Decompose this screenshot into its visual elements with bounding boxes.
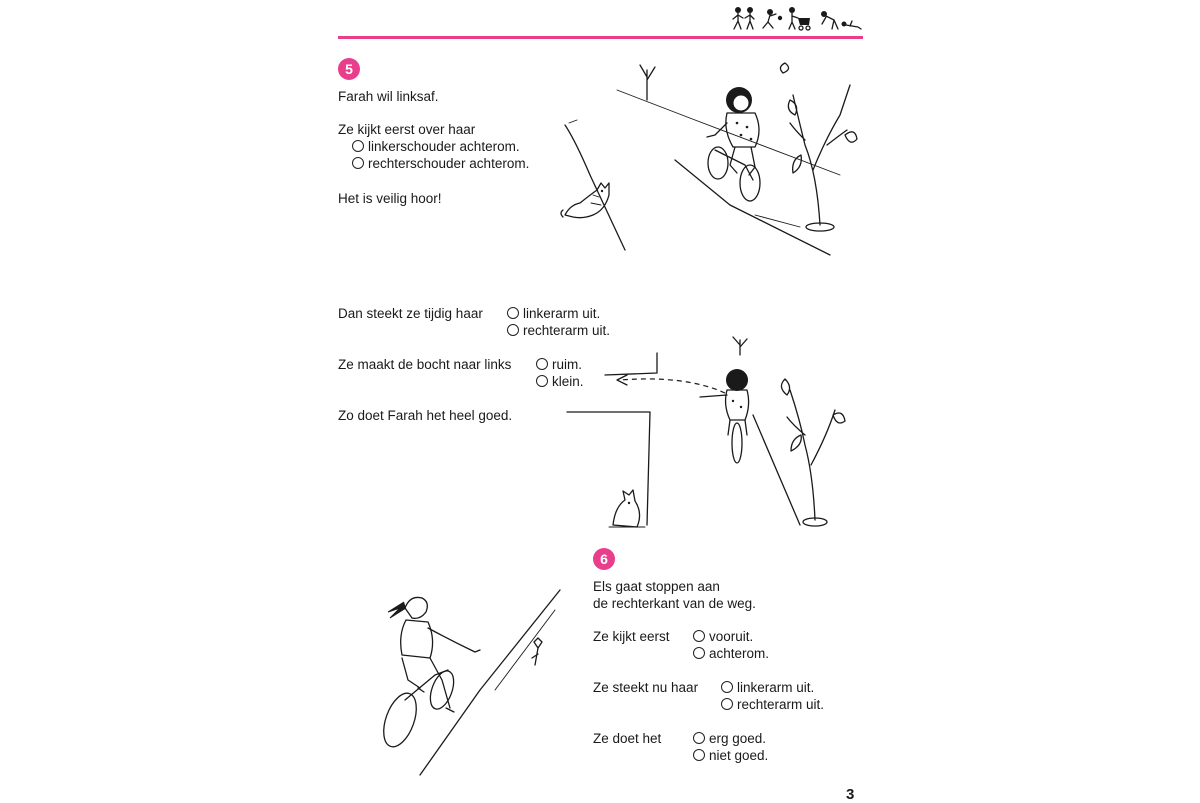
- option-label: achterom.: [709, 646, 770, 661]
- tree-illustration: [780, 63, 857, 231]
- header-rule: [338, 36, 863, 39]
- section-6-q1-prompt: Ze kijkt eerst: [593, 629, 670, 644]
- option-label: rechterschouder achterom.: [368, 156, 530, 171]
- section-5-q2-option-1[interactable]: [507, 305, 600, 322]
- radio-icon[interactable]: [536, 358, 548, 370]
- page-number: 3: [846, 786, 855, 803]
- section-6-q3-option-1[interactable]: [693, 730, 766, 747]
- section-5-safe-note: Het is veilig hoor!: [338, 191, 442, 206]
- option-label: vooruit.: [709, 629, 754, 644]
- radio-icon[interactable]: [352, 157, 364, 169]
- radio-icon[interactable]: [507, 307, 519, 319]
- section-6-intro-line-1: Els gaat stoppen aan: [593, 579, 720, 594]
- section-5-number: 5: [338, 58, 360, 80]
- section-5-q1-option-1[interactable]: [352, 138, 520, 155]
- option-label: klein.: [552, 374, 584, 389]
- option-label: linkerschouder achterom.: [368, 139, 520, 154]
- option-label: niet goed.: [709, 748, 769, 763]
- section-5-q2-prompt: Dan steekt ze tijdig haar: [338, 306, 483, 321]
- section-6-q1-option-1[interactable]: [693, 628, 753, 645]
- cyclist-girl: [707, 87, 760, 201]
- cyclist-girl: [700, 337, 749, 463]
- cyclist-illustration: [555, 55, 865, 265]
- section-5-q1-prompt: Ze kijkt eerst over haar: [338, 122, 476, 137]
- radio-icon[interactable]: [693, 630, 705, 642]
- cat-illustration: [609, 490, 645, 527]
- radio-icon[interactable]: [352, 140, 364, 152]
- option-label: rechterarm uit.: [523, 323, 611, 338]
- section-6-q1-option-2[interactable]: [693, 645, 769, 662]
- header-figures-icon: [732, 6, 862, 32]
- radio-icon[interactable]: [536, 375, 548, 387]
- radio-icon[interactable]: [693, 647, 705, 659]
- option-label: rechterarm uit.: [737, 697, 825, 712]
- option-label: ruim.: [552, 357, 582, 372]
- radio-icon[interactable]: [693, 749, 705, 761]
- section-6-q3-prompt: Ze doet het: [593, 731, 662, 746]
- radio-icon[interactable]: [507, 324, 519, 336]
- section-6-q2-prompt: Ze steekt nu haar: [593, 680, 699, 695]
- radio-icon[interactable]: [721, 681, 733, 693]
- section-6-q2-option-2[interactable]: [721, 696, 824, 713]
- option-label: linkerarm uit.: [737, 680, 815, 695]
- section-5-q1-option-2[interactable]: [352, 155, 529, 172]
- section-6-intro-line-2: de rechterkant van de weg.: [593, 596, 756, 611]
- section-5-q3-prompt: Ze maakt de bocht naar links: [338, 357, 512, 372]
- radio-icon[interactable]: [721, 698, 733, 710]
- section-6-q2-option-1[interactable]: [721, 679, 814, 696]
- section-5-outro: Zo doet Farah het heel goed.: [338, 408, 513, 423]
- section-6-number: 6: [593, 548, 615, 570]
- turn-illustration: [565, 335, 865, 550]
- cyclist-girl: [377, 597, 480, 751]
- section-5-intro: Farah wil linksaf.: [338, 89, 439, 104]
- radio-icon[interactable]: [693, 732, 705, 744]
- option-label: erg goed.: [709, 731, 767, 746]
- turn-arrow-icon: [620, 379, 725, 393]
- cyclist-illustration: [360, 580, 560, 780]
- option-label: linkerarm uit.: [523, 306, 601, 321]
- section-6-q3-option-2[interactable]: [693, 747, 768, 764]
